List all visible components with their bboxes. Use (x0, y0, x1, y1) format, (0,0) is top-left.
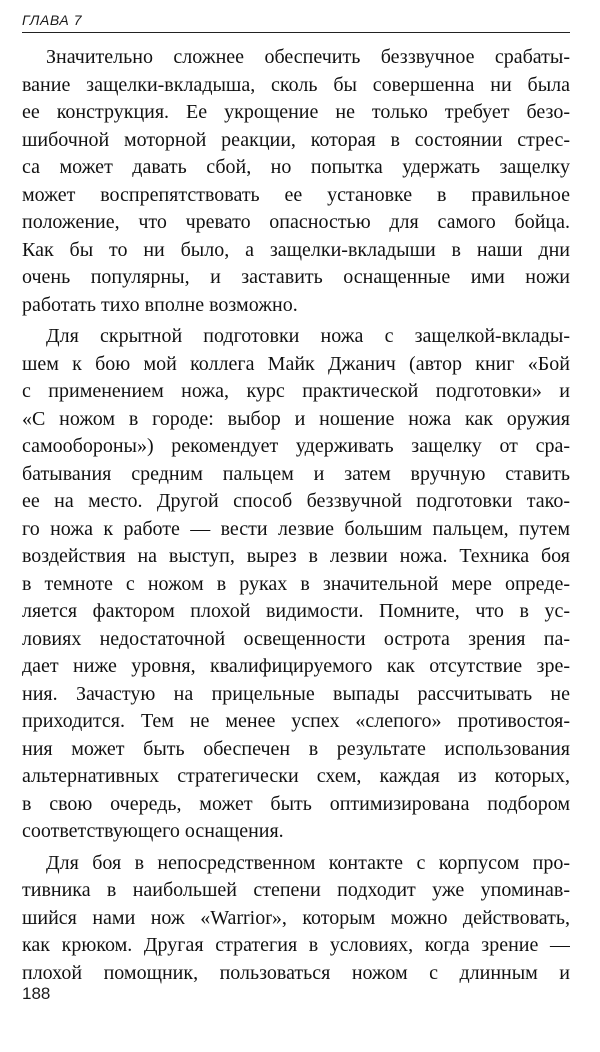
text-line: ловиях недостаточной освещенности острота зрения па- (22, 627, 570, 650)
text-line: с применением ножа, курс практической подготовки» и (22, 380, 570, 402)
text-line: может воспрепятствовать ее установке в правильное (22, 183, 570, 206)
text-line: Значительно сложнее обеспечить беззвучное срабаты- (46, 46, 570, 68)
text-line: дает ниже уровня, квалифицируемого как отсутствие зре- (22, 655, 570, 677)
text-line: в свою очередь, может быть оптимизирована подбором (22, 792, 570, 815)
text-line: положение, что чревато опасностью для самого бойца. (22, 211, 570, 233)
text-line: ее конструкция. Ее укрощение не только требует безо- (22, 101, 570, 123)
text-line: в темноте с ножом в руках в значительной мере опреде- (22, 572, 570, 595)
text-line: соответствующего оснащения. (22, 820, 284, 842)
text-line: плохой помощник, пользоваться ножом с длинным и (22, 961, 570, 984)
text-line: как крюком. Другая стратегия в условиях, когда зрение — (22, 934, 570, 956)
text-line: приходится. Тем не менее успех «слепого» противостоя- (22, 710, 570, 732)
text-line: батывания средним пальцем и затем вручную ставить (22, 462, 570, 485)
text-line: Для боя в непосредственном контакте с корпусом про- (46, 851, 570, 874)
text-line: шийся нами нож «Warrior», которым можно действовать, (22, 906, 570, 929)
text-line: Для скрытной подготовки ножа с защелкой-вклады- (46, 325, 570, 347)
running-header (22, 10, 570, 33)
text-line: вание защелки-вкладыша, сколь бы совершенна ни была (22, 73, 570, 96)
text-line: Как бы то ни было, а защелки-вкладыши в наши дни (22, 238, 570, 261)
body-text (22, 44, 570, 987)
text-line: работать тихо вполне возможно. (22, 293, 298, 316)
text-line: ее на место. Другой способ беззвучной подготовки тако- (22, 490, 570, 512)
text-line: альтернативных стратегически схем, каждая из которых, (22, 765, 570, 787)
text-line: го ножа к работе — вести лезвие большим пальцем, путем (22, 517, 570, 540)
text-line: тивника в наибольшей степени подходит уже упоминав- (22, 879, 570, 901)
text-line: са может давать сбой, но попытка удержать защелку (22, 156, 570, 178)
chapter-label: ГЛАВА 7 (22, 12, 83, 28)
paragraph (22, 850, 570, 988)
paragraph (22, 44, 570, 319)
text-line: воздействия на выступ, вырез в лезвии ножа. Техника боя (22, 545, 570, 567)
page-number: 188 (22, 984, 51, 1003)
text-line: самообороны») рекомендует удерживать защелку от сра- (22, 435, 570, 457)
text-line: «С ножом в городе: выбор и ношение ножа как оружия (22, 407, 570, 430)
text-line: шем к бою мой коллега Майк Джанич (автор книг «Бой (22, 352, 570, 375)
text-line: ляется фактором плохой видимости. Помните, что в ус- (22, 600, 570, 622)
text-line: очень популярны, и заставить оснащенные ими ножи (22, 266, 570, 288)
paragraph (22, 323, 570, 846)
text-line: ния может быть обеспечен в результате использования (22, 737, 570, 760)
text-line: ния. Зачастую на прицельные выпады рассчитывать не (22, 682, 570, 705)
text-line: шибочной моторной реакции, которая в состоянии стрес- (22, 128, 570, 151)
